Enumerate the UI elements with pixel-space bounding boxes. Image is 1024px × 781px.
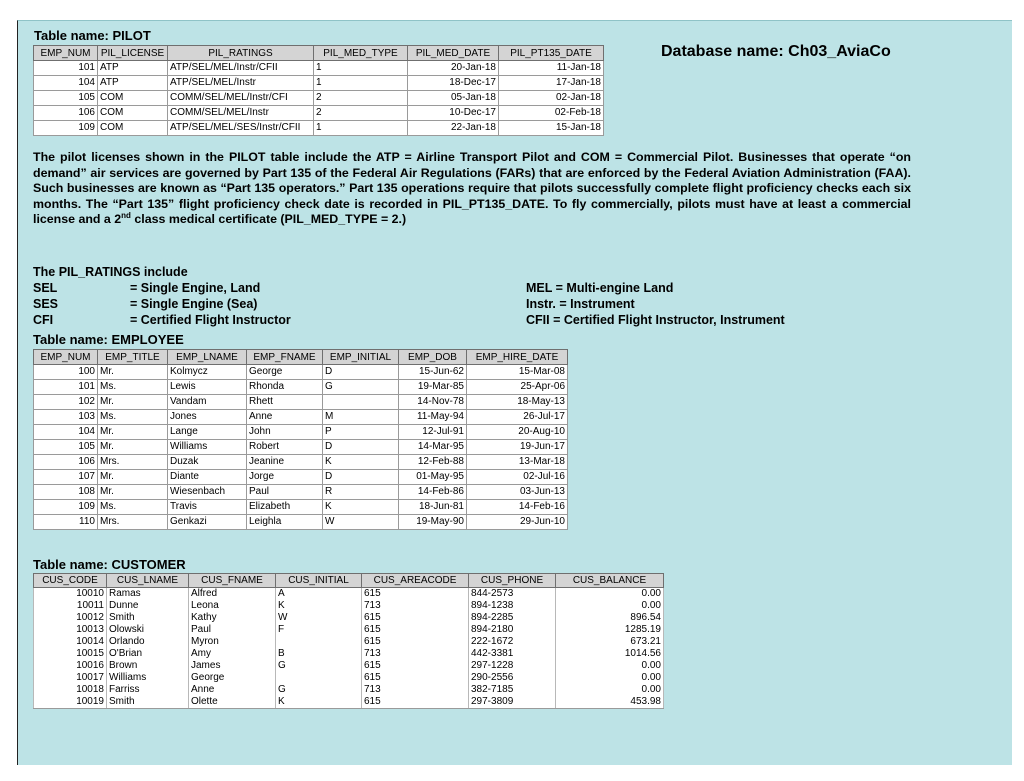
table-cell: 10012: [34, 612, 107, 624]
table-cell: Williams: [107, 672, 189, 684]
table-cell: 615: [362, 636, 469, 648]
table-cell: 894-1238: [469, 600, 556, 612]
table-cell: G: [276, 684, 362, 696]
table-cell: 18-Dec-17: [408, 76, 499, 91]
table-cell: 615: [362, 588, 469, 601]
table-cell: 713: [362, 600, 469, 612]
table-cell: 844-2573: [469, 588, 556, 601]
table-cell: John: [247, 425, 323, 440]
table-cell: 14-Mar-95: [399, 440, 467, 455]
table-cell: George: [189, 672, 276, 684]
table-cell: 10015: [34, 648, 107, 660]
table-cell: Paul: [189, 624, 276, 636]
table-cell: 10018: [34, 684, 107, 696]
column-header: EMP_HIRE_DATE: [467, 350, 568, 365]
table-cell: COM: [98, 106, 168, 121]
table-cell: Mr.: [98, 365, 168, 380]
table-cell: 297-3809: [469, 696, 556, 709]
table-cell: B: [276, 648, 362, 660]
table-cell: K: [323, 500, 399, 515]
table-cell: COM: [98, 91, 168, 106]
table-row: [34, 410, 568, 425]
customer-table-title: Table name: CUSTOMER: [33, 557, 186, 572]
table-row: [34, 121, 604, 136]
table-cell: Wiesenbach: [168, 485, 247, 500]
table-cell: COM: [98, 121, 168, 136]
table-cell: 15-Jan-18: [499, 121, 604, 136]
table-cell: 713: [362, 648, 469, 660]
rating-right: Instr. = Instrument: [526, 297, 635, 311]
column-header: CUS_INITIAL: [276, 574, 362, 588]
table-cell: 11-Jan-18: [499, 61, 604, 76]
table-cell: D: [323, 365, 399, 380]
table-cell: 10-Dec-17: [408, 106, 499, 121]
table-cell: D: [323, 470, 399, 485]
rating-code: CFI: [33, 313, 54, 327]
table-cell: Jeanine: [247, 455, 323, 470]
column-header: EMP_DOB: [399, 350, 467, 365]
table-cell: 0.00: [556, 672, 664, 684]
table-cell: 22-Jan-18: [408, 121, 499, 136]
table-cell: 894-2180: [469, 624, 556, 636]
table-cell: 382-7185: [469, 684, 556, 696]
table-cell: Farriss: [107, 684, 189, 696]
table-cell: ATP/SEL/MEL/Instr: [168, 76, 314, 91]
table-cell: 01-May-95: [399, 470, 467, 485]
column-header: EMP_NUM: [34, 46, 98, 61]
table-cell: 103: [34, 410, 98, 425]
table-cell: 109: [34, 500, 98, 515]
table-cell: 19-May-90: [399, 515, 467, 530]
table-cell: 12-Feb-88: [399, 455, 467, 470]
table-cell: 02-Feb-18: [499, 106, 604, 121]
table-cell: 615: [362, 612, 469, 624]
employee-table: [33, 349, 568, 530]
table-cell: Mr.: [98, 440, 168, 455]
table-cell: Leighla: [247, 515, 323, 530]
table-cell: W: [323, 515, 399, 530]
table-cell: D: [323, 440, 399, 455]
table-cell: Rhonda: [247, 380, 323, 395]
table-cell: 10014: [34, 636, 107, 648]
table-cell: Williams: [168, 440, 247, 455]
table-cell: 615: [362, 660, 469, 672]
column-header: EMP_LNAME: [168, 350, 247, 365]
table-cell: 15-Jun-62: [399, 365, 467, 380]
column-header: PIL_RATINGS: [168, 46, 314, 61]
table-cell: 101: [34, 380, 98, 395]
paragraph-tail: class medical certificate (PIL_MED_TYPE = 2.): [130, 212, 407, 227]
table-cell: 290-2556: [469, 672, 556, 684]
table-cell: Amy: [189, 648, 276, 660]
table-cell: 02-Jan-18: [499, 91, 604, 106]
table-row: [34, 636, 664, 648]
table-cell: G: [276, 660, 362, 672]
table-cell: Jones: [168, 410, 247, 425]
table-cell: ATP: [98, 61, 168, 76]
table-row: [34, 588, 664, 601]
table-cell: Mrs.: [98, 515, 168, 530]
pilot-table: [33, 45, 604, 136]
table-cell: [276, 636, 362, 648]
rating-right: MEL = Multi-engine Land: [526, 281, 674, 295]
table-row: [34, 696, 664, 709]
table-cell: Dunne: [107, 600, 189, 612]
table-cell: 0.00: [556, 660, 664, 672]
table-row: [34, 500, 568, 515]
table-cell: 2: [314, 91, 408, 106]
column-header: CUS_LNAME: [107, 574, 189, 588]
table-cell: Leona: [189, 600, 276, 612]
table-cell: 615: [362, 624, 469, 636]
table-cell: 10013: [34, 624, 107, 636]
table-cell: ATP/SEL/MEL/SES/Instr/CFII: [168, 121, 314, 136]
table-cell: 18-Jun-81: [399, 500, 467, 515]
table-cell: Vandam: [168, 395, 247, 410]
table-cell: 894-2285: [469, 612, 556, 624]
table-cell: Mr.: [98, 395, 168, 410]
table-cell: 19-Jun-17: [467, 440, 568, 455]
column-header: CUS_BALANCE: [556, 574, 664, 588]
pilot-table-title: Table name: PILOT: [34, 28, 151, 43]
table-cell: G: [323, 380, 399, 395]
table-cell: 615: [362, 672, 469, 684]
table-cell: 18-May-13: [467, 395, 568, 410]
table-cell: Genkazi: [168, 515, 247, 530]
table-cell: 0.00: [556, 588, 664, 601]
table-cell: Elizabeth: [247, 500, 323, 515]
rating-desc: = Certified Flight Instructor: [130, 313, 291, 327]
table-cell: 12-Jul-91: [399, 425, 467, 440]
customer-table: [33, 573, 664, 709]
table-cell: K: [276, 600, 362, 612]
table-cell: 13-Mar-18: [467, 455, 568, 470]
table-cell: Ms.: [98, 380, 168, 395]
column-header: EMP_INITIAL: [323, 350, 399, 365]
table-cell: 10019: [34, 696, 107, 709]
column-header: PIL_PT135_DATE: [499, 46, 604, 61]
column-header: PIL_LICENSE: [98, 46, 168, 61]
paragraph-superscript: nd: [121, 211, 131, 221]
table-cell: 453.98: [556, 696, 664, 709]
table-cell: R: [323, 485, 399, 500]
table-cell: 02-Jul-16: [467, 470, 568, 485]
table-cell: 442-3381: [469, 648, 556, 660]
table-cell: 20-Aug-10: [467, 425, 568, 440]
table-row: [34, 485, 568, 500]
table-cell: ATP: [98, 76, 168, 91]
pilot-license-paragraph: [33, 150, 911, 228]
table-row: [34, 365, 568, 380]
table-cell: 102: [34, 395, 98, 410]
table-row: [34, 672, 664, 684]
table-cell: 104: [34, 425, 98, 440]
table-row: [34, 395, 568, 410]
table-cell: K: [323, 455, 399, 470]
table-cell: 11-May-94: [399, 410, 467, 425]
table-cell: 25-Apr-06: [467, 380, 568, 395]
table-cell: 26-Jul-17: [467, 410, 568, 425]
table-row: [34, 648, 664, 660]
table-cell: 10017: [34, 672, 107, 684]
table-cell: F: [276, 624, 362, 636]
table-cell: Ms.: [98, 410, 168, 425]
table-cell: 896.54: [556, 612, 664, 624]
column-header: PIL_MED_DATE: [408, 46, 499, 61]
table-cell: Duzak: [168, 455, 247, 470]
table-row: [34, 106, 604, 121]
table-cell: 673.21: [556, 636, 664, 648]
table-cell: M: [323, 410, 399, 425]
table-cell: Travis: [168, 500, 247, 515]
column-header: EMP_FNAME: [247, 350, 323, 365]
table-cell: 29-Jun-10: [467, 515, 568, 530]
table-cell: Orlando: [107, 636, 189, 648]
rating-code: SEL: [33, 281, 58, 295]
table-cell: Alfred: [189, 588, 276, 601]
table-cell: Ms.: [98, 500, 168, 515]
table-cell: K: [276, 696, 362, 709]
table-cell: 1: [314, 76, 408, 91]
pilot-header-row: [34, 46, 604, 61]
table-cell: 17-Jan-18: [499, 76, 604, 91]
table-cell: Kathy: [189, 612, 276, 624]
table-cell: 100: [34, 365, 98, 380]
table-cell: 101: [34, 61, 98, 76]
table-cell: 10016: [34, 660, 107, 672]
table-cell: Rhett: [247, 395, 323, 410]
table-cell: Robert: [247, 440, 323, 455]
table-cell: Diante: [168, 470, 247, 485]
table-cell: 10010: [34, 588, 107, 601]
table-cell: COMM/SEL/MEL/Instr/CFI: [168, 91, 314, 106]
table-row: [34, 76, 604, 91]
table-row: [34, 624, 664, 636]
column-header: CUS_AREACODE: [362, 574, 469, 588]
table-row: [34, 470, 568, 485]
table-cell: 107: [34, 470, 98, 485]
rating-desc: = Single Engine, Land: [130, 281, 261, 295]
table-row: [34, 440, 568, 455]
table-cell: [323, 395, 399, 410]
table-cell: Lange: [168, 425, 247, 440]
rating-right: CFII = Certified Flight Instructor, Instrument: [526, 313, 785, 327]
database-name: Database name: Ch03_AviaCo: [661, 43, 891, 60]
employee-table-title: Table name: EMPLOYEE: [33, 332, 184, 347]
rating-desc: = Single Engine (Sea): [130, 297, 258, 311]
table-cell: 106: [34, 106, 98, 121]
table-cell: O'Brian: [107, 648, 189, 660]
table-cell: 10011: [34, 600, 107, 612]
table-cell: Paul: [247, 485, 323, 500]
ratings-heading: The PIL_RATINGS include: [33, 265, 188, 279]
table-cell: 1: [314, 121, 408, 136]
table-row: [34, 600, 664, 612]
table-cell: 1: [314, 61, 408, 76]
column-header: EMP_TITLE: [98, 350, 168, 365]
table-cell: 110: [34, 515, 98, 530]
table-cell: A: [276, 588, 362, 601]
table-cell: 14-Nov-78: [399, 395, 467, 410]
table-cell: 03-Jun-13: [467, 485, 568, 500]
table-cell: Mrs.: [98, 455, 168, 470]
column-header: CUS_FNAME: [189, 574, 276, 588]
table-cell: Anne: [189, 684, 276, 696]
paragraph-main: The pilot licenses shown in the PILOT table include the ATP = Airline Transport Pilot and COM = Commercial Pilot. Businesses that operate “on demand” air services are governed by Part 135 of the Federal Air Regulations (FARs) that are enforced by the Federal Aviation Administration (FAA). Such businesses are known as “Part 135 operators.” Part 135 operations require that pilots successfully complete flight proficiency checks each six months. The “Part 135” flight proficiency check date is recorded in PIL_PT135_DATE. To fly commercially, pilots must have at least a commercial license and a 2: [33, 150, 911, 227]
table-cell: 713: [362, 684, 469, 696]
table-cell: 108: [34, 485, 98, 500]
table-cell: 105: [34, 91, 98, 106]
table-cell: 19-Mar-85: [399, 380, 467, 395]
table-row: [34, 660, 664, 672]
table-cell: 109: [34, 121, 98, 136]
table-cell: Ramas: [107, 588, 189, 601]
table-cell: Smith: [107, 612, 189, 624]
table-cell: Olette: [189, 696, 276, 709]
table-cell: 05-Jan-18: [408, 91, 499, 106]
table-cell: 15-Mar-08: [467, 365, 568, 380]
table-cell: Mr.: [98, 485, 168, 500]
column-header: CUS_CODE: [34, 574, 107, 588]
table-cell: [276, 672, 362, 684]
table-row: [34, 61, 604, 76]
table-cell: 2: [314, 106, 408, 121]
column-header: EMP_NUM: [34, 350, 98, 365]
table-row: [34, 425, 568, 440]
table-cell: 0.00: [556, 600, 664, 612]
table-cell: P: [323, 425, 399, 440]
table-cell: 615: [362, 696, 469, 709]
table-cell: 20-Jan-18: [408, 61, 499, 76]
table-cell: Jorge: [247, 470, 323, 485]
table-cell: George: [247, 365, 323, 380]
table-cell: James: [189, 660, 276, 672]
table-cell: 106: [34, 455, 98, 470]
table-cell: 1014.56: [556, 648, 664, 660]
table-row: [34, 684, 664, 696]
table-cell: 222-1672: [469, 636, 556, 648]
column-header: PIL_MED_TYPE: [314, 46, 408, 61]
table-row: [34, 455, 568, 470]
table-cell: Anne: [247, 410, 323, 425]
customer-header-row: [34, 574, 664, 588]
table-cell: Brown: [107, 660, 189, 672]
table-cell: COMM/SEL/MEL/Instr: [168, 106, 314, 121]
table-cell: 105: [34, 440, 98, 455]
table-cell: Myron: [189, 636, 276, 648]
table-cell: Olowski: [107, 624, 189, 636]
table-cell: Mr.: [98, 470, 168, 485]
table-row: [34, 91, 604, 106]
table-cell: Smith: [107, 696, 189, 709]
table-cell: Mr.: [98, 425, 168, 440]
table-cell: 14-Feb-16: [467, 500, 568, 515]
table-cell: 104: [34, 76, 98, 91]
table-cell: 0.00: [556, 684, 664, 696]
table-cell: 1285.19: [556, 624, 664, 636]
table-row: [34, 612, 664, 624]
column-header: CUS_PHONE: [469, 574, 556, 588]
rating-code: SES: [33, 297, 59, 311]
table-row: [34, 380, 568, 395]
table-cell: 297-1228: [469, 660, 556, 672]
table-cell: Kolmycz: [168, 365, 247, 380]
employee-header-row: [34, 350, 568, 365]
table-cell: ATP/SEL/MEL/Instr/CFII: [168, 61, 314, 76]
table-row: [34, 515, 568, 530]
table-cell: Lewis: [168, 380, 247, 395]
table-cell: 14-Feb-86: [399, 485, 467, 500]
table-cell: W: [276, 612, 362, 624]
